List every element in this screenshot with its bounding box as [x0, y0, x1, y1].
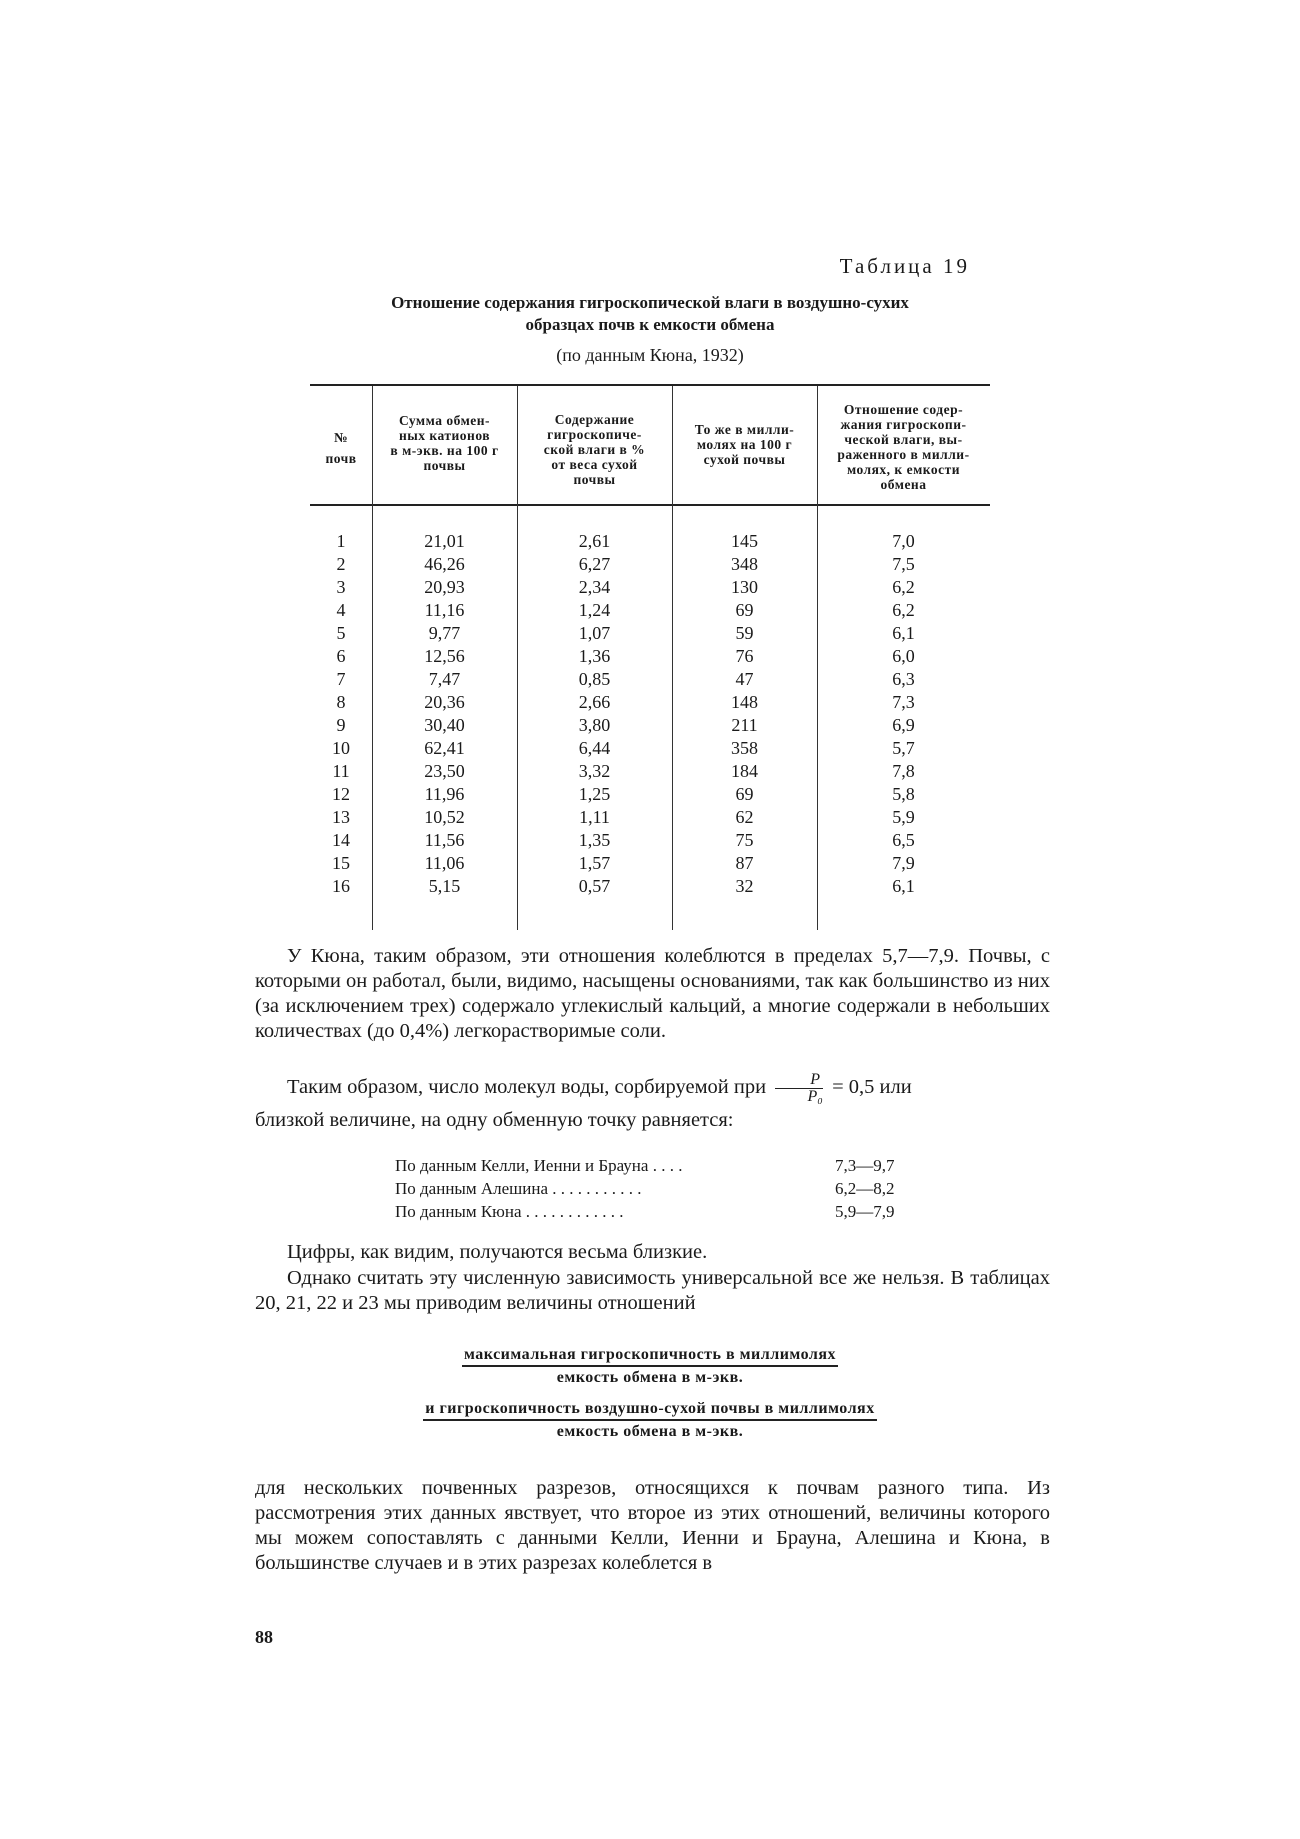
cell-number: 11 — [332, 761, 350, 781]
cell-ratio: 6,3 — [892, 669, 915, 689]
table-row — [310, 852, 990, 875]
cell-mmol: 148 — [731, 692, 758, 712]
cell-number: 16 — [332, 876, 350, 896]
cell-ratio: 6,1 — [892, 876, 915, 896]
header-line: в м-экв. на 100 г — [390, 443, 499, 458]
table-row — [310, 760, 990, 783]
paragraph: Однако считать эту численную зависимость универсальной все же нельзя. В таблицах 20, 21, 22 и 23 мы приводим величины отношений — [255, 1267, 1050, 1314]
cell-moisture: 6,27 — [578, 554, 611, 574]
table-row — [310, 530, 990, 553]
cell-mmol: 32 — [735, 876, 754, 896]
ratio-numerator: максимальная гигроскопичность в миллимолях — [462, 1346, 838, 1367]
header-line: почвы — [423, 458, 466, 473]
table-row — [310, 783, 990, 806]
table-row — [310, 576, 990, 599]
cell-mmol: 69 — [735, 600, 754, 620]
cell-moisture: 2,66 — [578, 692, 611, 712]
table-row — [310, 622, 990, 645]
cell-moisture: 1,36 — [578, 646, 611, 666]
cell-sum: 7,47 — [428, 669, 461, 689]
cell-ratio: 7,3 — [892, 692, 915, 712]
ratio-denominator: емкость обмена в м-экв. — [556, 1369, 744, 1386]
summary-item — [395, 1179, 915, 1202]
summary-item — [395, 1156, 915, 1179]
cell-number: 5 — [336, 623, 346, 643]
header-line: от веса сухой — [551, 457, 638, 472]
summary-value: 7,3—9,7 — [835, 1156, 895, 1175]
cell-sum: 12,56 — [424, 646, 465, 666]
cell-mmol: 59 — [735, 623, 754, 643]
ratio-expression — [350, 1400, 950, 1441]
cell-sum: 11,56 — [424, 830, 465, 850]
cell-ratio: 5,7 — [892, 738, 915, 758]
cell-moisture: 3,80 — [578, 715, 611, 735]
paragraph-line: близкой величине, на одну обменную точку равняется: — [255, 1109, 734, 1131]
cell-number: 4 — [336, 600, 346, 620]
column-header-ratio — [817, 402, 990, 492]
cell-number: 15 — [332, 853, 350, 873]
summary-label: По данным Кюна . . . . . . . . . . . . — [395, 1202, 624, 1221]
cell-ratio: 6,2 — [892, 600, 915, 620]
header-line: раженного в милли- — [837, 447, 970, 462]
cell-mmol: 69 — [735, 784, 754, 804]
cell-ratio: 7,8 — [892, 761, 915, 781]
table-source: (по данным Кюна, 1932) — [556, 345, 744, 365]
cell-moisture: 1,07 — [578, 623, 611, 643]
summary-value: 6,2—8,2 — [835, 1179, 895, 1198]
cell-mmol: 76 — [735, 646, 754, 666]
pressure-ratio-formula — [775, 1072, 823, 1105]
cell-sum: 20,93 — [424, 577, 465, 597]
table-row — [310, 875, 990, 898]
cell-mmol: 211 — [731, 715, 758, 735]
cell-number: 6 — [336, 646, 346, 666]
cell-ratio: 6,0 — [892, 646, 915, 666]
cell-sum: 9,77 — [428, 623, 461, 643]
cell-number: 10 — [332, 738, 350, 758]
cell-moisture: 1,24 — [578, 600, 611, 620]
cell-ratio: 6,1 — [892, 623, 915, 643]
cell-moisture: 6,44 — [578, 738, 611, 758]
header-line: молях на 100 г — [696, 437, 793, 452]
header-line: жания гигроскопи- — [840, 417, 967, 432]
cell-ratio: 6,9 — [892, 715, 915, 735]
table-title — [300, 292, 1000, 336]
ratio-numerator: и гигроскопичность воздушно-сухой почвы в миллимолях — [423, 1400, 876, 1421]
column-header-moisture — [517, 412, 672, 487]
cell-sum: 20,36 — [424, 692, 465, 712]
column-header-mmol — [672, 422, 817, 467]
table-label: Таблица 19 — [839, 254, 970, 278]
paragraph-with-formula — [255, 1072, 1050, 1105]
table-row — [310, 714, 990, 737]
table-header-rule — [310, 504, 990, 506]
header-line: Сумма обмен- — [398, 413, 491, 428]
paragraph-text: Таким образом, число молекул воды, сорбируемой при — [287, 1076, 767, 1099]
cell-number: 12 — [332, 784, 350, 804]
column-header-number — [310, 430, 372, 466]
table-row — [310, 668, 990, 691]
header-line: ческой влаги, вы- — [844, 432, 963, 447]
cell-sum: 46,26 — [424, 554, 465, 574]
cell-mmol: 47 — [735, 669, 754, 689]
cell-sum: 11,16 — [424, 600, 465, 620]
cell-number: 2 — [336, 554, 346, 574]
cell-sum: 30,40 — [424, 715, 465, 735]
table-row — [310, 599, 990, 622]
cell-moisture: 3,32 — [578, 761, 611, 781]
paragraph: для нескольких почвенных разрезов, относящихся к почвам разного типа. Из рассмотрения этих данных явствует, что второе из этих отношений, величины которого мы можем сопоставлять с данными Келли, Иенни и Брауна, Алешина и Кюна, в большинстве случаев и в этих разрезах колеблется в — [255, 1477, 1050, 1574]
cell-sum: 62,41 — [424, 738, 465, 758]
cell-sum: 11,06 — [424, 853, 465, 873]
table-title-line: Отношение содержания гигроскопической влаги в воздушно-сухих — [391, 293, 909, 312]
header-line: почвы — [573, 472, 616, 487]
cell-number: 1 — [336, 531, 346, 551]
header-line: обмена — [880, 477, 927, 492]
cell-ratio: 5,9 — [892, 807, 915, 827]
table-top-rule — [310, 384, 990, 386]
summary-value: 5,9—7,9 — [835, 1202, 895, 1221]
cell-moisture: 0,57 — [578, 876, 611, 896]
cell-mmol: 348 — [731, 554, 758, 574]
cell-number: 3 — [336, 577, 346, 597]
paragraph: Цифры, как видим, получаются весьма близкие. — [287, 1241, 708, 1263]
header-line: Отношение содер- — [843, 402, 964, 417]
formula-numerator: P — [775, 1072, 823, 1089]
cell-ratio: 5,8 — [892, 784, 915, 804]
table-row — [310, 737, 990, 760]
cell-sum: 11,96 — [424, 784, 465, 804]
table-row — [310, 829, 990, 852]
summary-item — [395, 1202, 915, 1225]
cell-mmol: 87 — [735, 853, 754, 873]
cell-mmol: 130 — [731, 577, 758, 597]
cell-sum: 10,52 — [424, 807, 465, 827]
table-row — [310, 553, 990, 576]
cell-moisture: 1,35 — [578, 830, 611, 850]
cell-number: 8 — [336, 692, 346, 712]
cell-ratio: 7,0 — [892, 531, 915, 551]
cell-ratio: 7,5 — [892, 554, 915, 574]
page-number: 88 — [255, 1627, 273, 1647]
cell-moisture: 1,25 — [578, 784, 611, 804]
cell-mmol: 145 — [731, 531, 758, 551]
cell-mmol: 184 — [731, 761, 758, 781]
formula-denominator: P₀ — [807, 1088, 823, 1105]
cell-sum: 21,01 — [424, 531, 465, 551]
cell-sum: 5,15 — [428, 876, 461, 896]
cell-moisture: 1,57 — [578, 853, 611, 873]
table-row — [310, 645, 990, 668]
header-line: № — [333, 430, 349, 445]
cell-moisture: 2,61 — [578, 531, 611, 551]
ratio-denominator: емкость обмена в м-экв. — [556, 1423, 744, 1440]
summary-label: По данным Келли, Иенни и Брауна . . . . — [395, 1156, 683, 1175]
table-title-line: образцах почв к емкости обмена — [525, 315, 775, 334]
header-line: почв — [325, 451, 357, 466]
cell-moisture: 0,85 — [578, 669, 611, 689]
header-line: То же в милли- — [694, 422, 795, 437]
ratio-expression — [350, 1346, 950, 1387]
header-line: ской влаги в % — [543, 442, 646, 457]
cell-mmol: 358 — [731, 738, 758, 758]
cell-moisture: 1,11 — [579, 807, 610, 827]
summary-label: По данным Алешина . . . . . . . . . . . — [395, 1179, 642, 1198]
paragraph: У Кюна, таким образом, эти отношения колеблются в пределах 5,7—7,9. Почвы, с которыми он работал, были, видимо, насыщены основаниями, так как большинство из них (за исключением трех) содержало углекислый кальций, а многие содержали в небольших количествах (до 0,4%) легкорастворимые соли. — [255, 945, 1050, 1042]
cell-mmol: 75 — [735, 830, 754, 850]
header-line: молях, к емкости — [846, 462, 961, 477]
cell-ratio: 7,9 — [892, 853, 915, 873]
paragraph-text: = 0,5 или — [832, 1076, 912, 1099]
cell-number: 13 — [332, 807, 350, 827]
header-line: сухой почвы — [703, 452, 786, 467]
cell-number: 9 — [336, 715, 346, 735]
table-row — [310, 691, 990, 714]
cell-number: 7 — [336, 669, 346, 689]
cell-ratio: 6,2 — [892, 577, 915, 597]
cell-moisture: 2,34 — [578, 577, 611, 597]
summary-list — [395, 1156, 915, 1225]
cell-number: 14 — [332, 830, 350, 850]
cell-mmol: 62 — [735, 807, 754, 827]
cell-ratio: 6,5 — [892, 830, 915, 850]
cell-sum: 23,50 — [424, 761, 465, 781]
header-line: ных катионов — [398, 428, 491, 443]
header-line: Содержание — [554, 412, 635, 427]
column-header-sum — [372, 413, 517, 473]
table-row — [310, 806, 990, 829]
header-line: гигроскопиче- — [547, 427, 642, 442]
